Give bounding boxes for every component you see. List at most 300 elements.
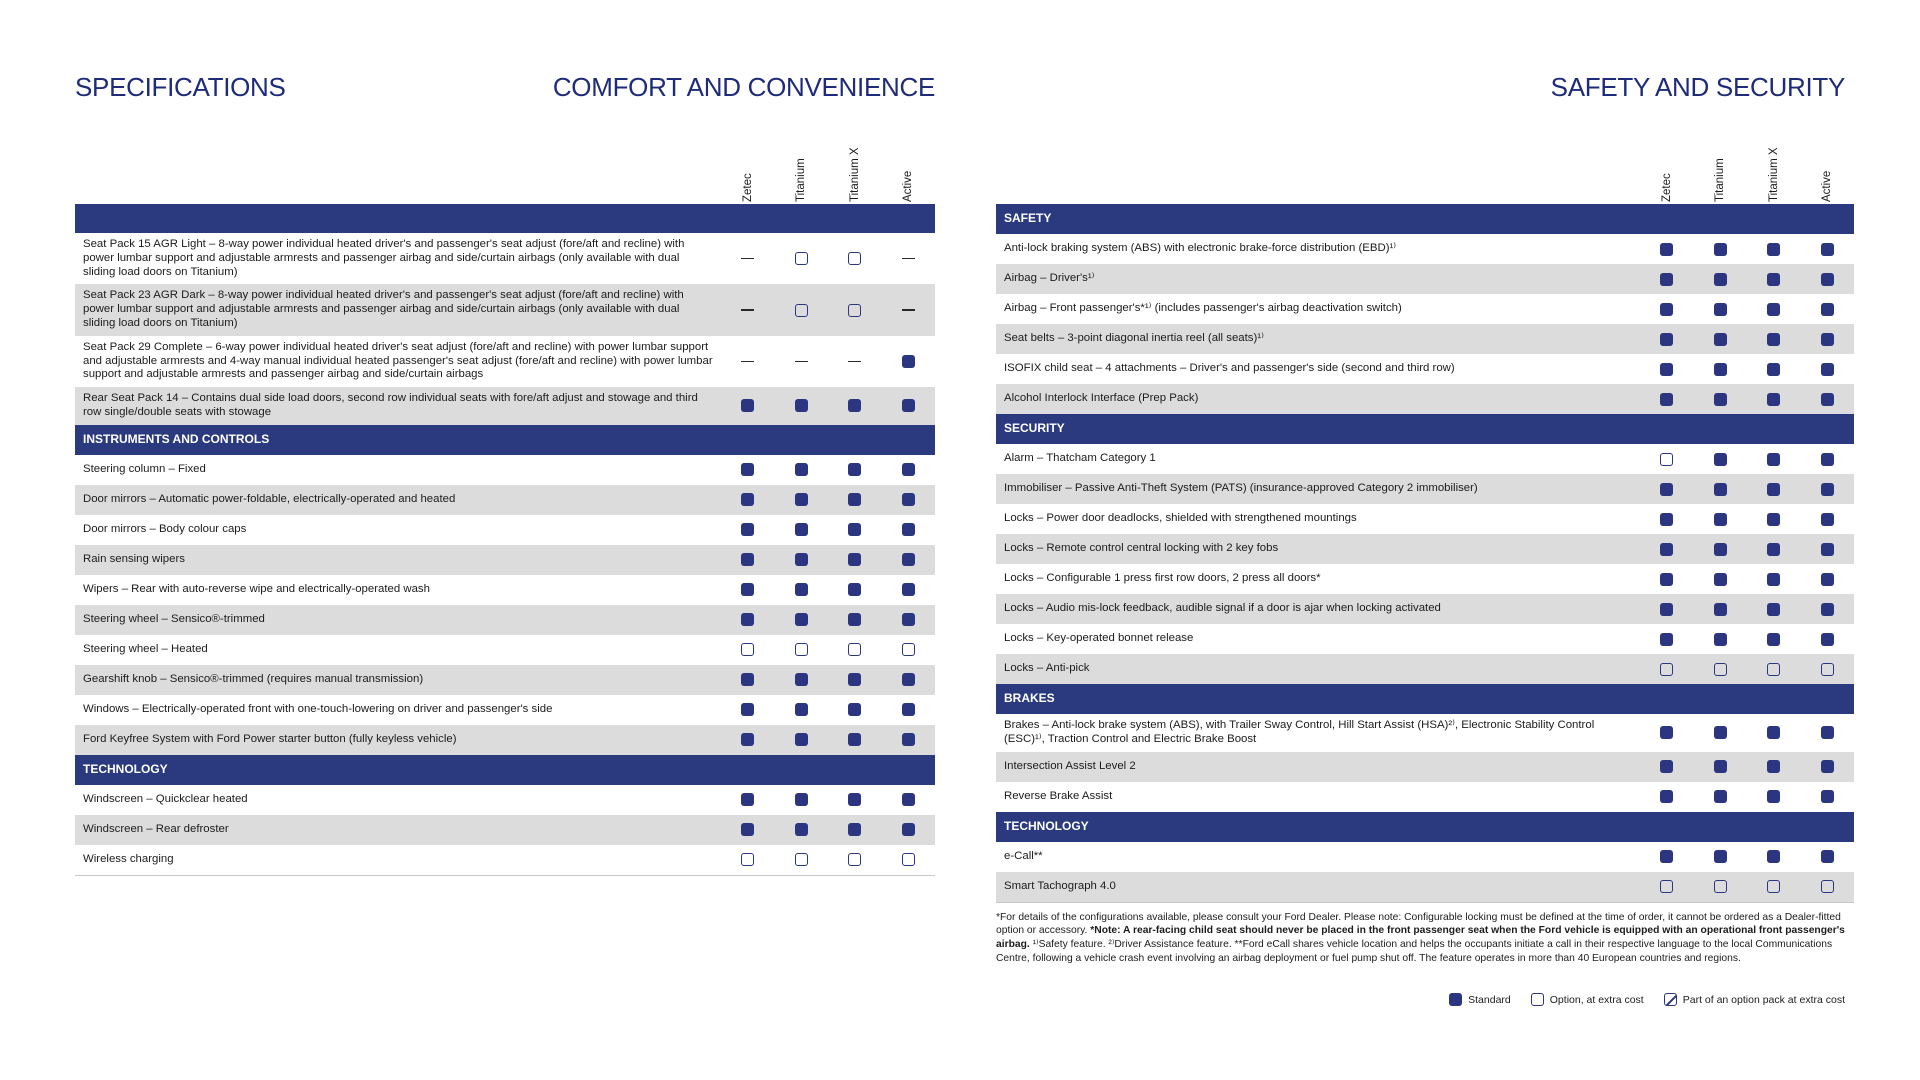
standard-mark-icon	[848, 823, 861, 836]
availability-cell-titanium	[775, 853, 829, 866]
column-header-titanium	[1691, 140, 1749, 202]
section-header	[996, 812, 1854, 842]
option-mark-icon	[795, 853, 808, 866]
availability-cell-active	[882, 643, 936, 656]
safety-security-heading: SAFETY AND SECURITY	[1550, 72, 1845, 102]
availability-cell-titanium-x	[828, 823, 882, 836]
availability-cell-titanium	[1694, 303, 1748, 316]
availability-cell-titanium-x	[1747, 513, 1801, 526]
standard-mark-icon	[741, 399, 754, 412]
availability-cell-active	[1801, 573, 1855, 586]
availability-cell-zetec	[1640, 726, 1694, 739]
availability-cell-titanium	[1694, 850, 1748, 863]
legend-option	[1531, 993, 1644, 1006]
feature-row	[996, 354, 1854, 384]
feature-label: Wireless charging	[83, 852, 174, 865]
availability-cell-titanium-x	[828, 673, 882, 686]
feature-row	[75, 785, 935, 815]
legend	[1435, 993, 1845, 1006]
standard-mark-icon	[795, 583, 808, 596]
availability-cell-active	[882, 309, 936, 311]
availability-cell-active	[1801, 453, 1855, 466]
availability-cell-titanium-x	[1747, 633, 1801, 646]
availability-cell-active	[882, 553, 936, 566]
standard-mark-icon	[1821, 483, 1834, 496]
standard-mark-icon	[1714, 513, 1727, 526]
column-header-label: Titanium	[795, 158, 808, 202]
availability-cell-active	[882, 733, 936, 746]
feature-row	[996, 624, 1854, 654]
availability-cell-titanium	[1694, 513, 1748, 526]
availability-cell-active	[1801, 633, 1855, 646]
standard-mark-icon	[1714, 573, 1727, 586]
availability-cell-titanium-x	[1747, 603, 1801, 616]
availability-cell-titanium	[775, 252, 829, 265]
availability-cell-titanium-x	[1747, 663, 1801, 676]
availability-cell-titanium	[1694, 453, 1748, 466]
feature-label: Wipers – Rear with auto-reverse wipe and electrically-operated wash	[83, 582, 430, 595]
standard-mark-icon	[1714, 453, 1727, 466]
feature-label: Airbag – Front passenger's*¹⁾ (includes passenger's airbag deactivation switch)	[1004, 302, 1402, 315]
availability-cell-titanium-x	[1747, 393, 1801, 406]
standard-mark-icon	[848, 463, 861, 476]
availability-cell-zetec	[721, 523, 775, 536]
option-mark-icon	[902, 643, 915, 656]
standard-mark-icon	[902, 703, 915, 716]
standard-mark-icon	[795, 793, 808, 806]
availability-cell-titanium-x	[1747, 303, 1801, 316]
availability-cell-titanium-x	[1747, 543, 1801, 556]
column-header-label: Titanium X	[1767, 147, 1780, 202]
column-header-label: Zetec	[1660, 173, 1673, 202]
feature-label: Immobiliser – Passive Anti-Theft System (PATS) (insurance-approved Category 2 immobiliser)	[1004, 482, 1478, 495]
availability-cell-titanium	[775, 361, 829, 363]
option-mark-icon	[1714, 880, 1727, 893]
availability-cell-active	[1801, 760, 1855, 773]
availability-cell-titanium-x	[828, 703, 882, 716]
availability-cell-titanium	[1694, 603, 1748, 616]
availability-cell-titanium-x	[1747, 243, 1801, 256]
standard-mark-icon	[1660, 393, 1673, 406]
standard-mark-icon	[1714, 633, 1727, 646]
feature-label: Steering wheel – Heated	[83, 642, 208, 655]
availability-cell-zetec	[1640, 760, 1694, 773]
standard-mark-icon	[902, 493, 915, 506]
availability-cell-zetec	[721, 361, 775, 363]
feature-row	[75, 725, 935, 755]
column-header-label: Active	[902, 170, 915, 202]
standard-mark-icon	[902, 463, 915, 476]
availability-cell-active	[1801, 333, 1855, 346]
standard-mark-icon	[1449, 993, 1462, 1006]
feature-row	[996, 264, 1854, 294]
availability-cell-titanium-x	[828, 523, 882, 536]
feature-label: Alarm – Thatcham Category 1	[1004, 452, 1156, 465]
standard-mark-icon	[1660, 483, 1673, 496]
feature-row	[75, 485, 935, 515]
section-header	[996, 414, 1854, 444]
availability-cell-active	[1801, 243, 1855, 256]
option-mark-icon	[795, 643, 808, 656]
safety-security-table	[996, 204, 1854, 903]
feature-row	[996, 444, 1854, 474]
availability-cell-titanium-x	[828, 553, 882, 566]
availability-cell-titanium-x	[828, 304, 882, 317]
availability-cell-titanium-x	[828, 793, 882, 806]
standard-mark-icon	[848, 523, 861, 536]
standard-mark-icon	[1660, 273, 1673, 286]
standard-mark-icon	[1714, 393, 1727, 406]
availability-cell-titanium-x	[828, 399, 882, 412]
standard-mark-icon	[1767, 333, 1780, 346]
option-mark-icon	[741, 643, 754, 656]
availability-cell-titanium	[775, 823, 829, 836]
standard-mark-icon	[741, 523, 754, 536]
feature-row	[75, 695, 935, 725]
standard-mark-icon	[1821, 513, 1834, 526]
availability-cell-active	[1801, 273, 1855, 286]
column-header-label: Zetec	[741, 173, 754, 202]
availability-cell-zetec	[1640, 483, 1694, 496]
standard-mark-icon	[848, 733, 861, 746]
availability-cell-titanium	[1694, 663, 1748, 676]
feature-row	[996, 654, 1854, 684]
availability-cell-titanium-x	[828, 733, 882, 746]
availability-cell-zetec	[1640, 603, 1694, 616]
feature-row	[996, 842, 1854, 872]
trim-column-headers	[996, 140, 1854, 204]
feature-label: Locks – Remote control central locking with 2 key fobs	[1004, 542, 1279, 555]
standard-mark-icon	[1714, 790, 1727, 803]
feature-label: Brakes – Anti-lock brake system (ABS), with Trailer Sway Control, Hill Start Assist (HSA)²⁾, Electronic Stability Control (ESC)¹⁾, Traction Control and Electric Brake Boost	[1004, 719, 1595, 745]
trim-column-headers	[75, 140, 935, 204]
standard-mark-icon	[848, 793, 861, 806]
feature-row	[996, 564, 1854, 594]
standard-mark-icon	[848, 399, 861, 412]
feature-label: Windscreen – Rear defroster	[83, 822, 229, 835]
standard-mark-icon	[1821, 850, 1834, 863]
standard-mark-icon	[1821, 726, 1834, 739]
feature-label: Locks – Key-operated bonnet release	[1004, 632, 1194, 645]
availability-cell-zetec	[1640, 573, 1694, 586]
standard-mark-icon	[741, 703, 754, 716]
section-header	[996, 204, 1854, 234]
feature-row	[996, 294, 1854, 324]
section-title: BRAKES	[1004, 691, 1055, 706]
availability-cell-titanium	[775, 304, 829, 317]
availability-cell-titanium-x	[1747, 363, 1801, 376]
standard-mark-icon	[1821, 393, 1834, 406]
availability-cell-titanium	[775, 703, 829, 716]
availability-cell-active	[1801, 790, 1855, 803]
comfort-convenience-panel	[75, 140, 935, 876]
availability-cell-zetec	[721, 309, 775, 311]
feature-row	[996, 324, 1854, 354]
standard-mark-icon	[795, 493, 808, 506]
column-header-zetec	[1638, 140, 1696, 202]
feature-row	[75, 635, 935, 665]
standard-mark-icon	[848, 553, 861, 566]
feature-row	[996, 872, 1854, 902]
standard-mark-icon	[1767, 573, 1780, 586]
not-available-dash-icon	[741, 361, 754, 363]
standard-mark-icon	[1660, 633, 1673, 646]
availability-cell-active	[882, 853, 936, 866]
availability-cell-titanium	[775, 493, 829, 506]
standard-mark-icon	[1767, 243, 1780, 256]
footnote-part1: *For details of the configurations available, please consult your Ford Dealer. Please note: Configurable locking must be defined at the time of order, it cannot be ordered as a Dealer-fitted option or accessory.	[996, 911, 1841, 937]
comfort-convenience-table	[75, 204, 935, 876]
option-mark-icon	[902, 853, 915, 866]
standard-mark-icon	[741, 553, 754, 566]
availability-cell-zetec	[721, 673, 775, 686]
column-header-titanium-x	[826, 140, 884, 202]
feature-label: Windscreen – Quickclear heated	[83, 792, 248, 805]
standard-mark-icon	[795, 553, 808, 566]
availability-cell-active	[882, 463, 936, 476]
option-mark-icon	[1531, 993, 1544, 1006]
standard-mark-icon	[1767, 790, 1780, 803]
availability-cell-zetec	[721, 703, 775, 716]
availability-cell-active	[1801, 543, 1855, 556]
availability-cell-zetec	[1640, 363, 1694, 376]
availability-cell-titanium	[1694, 393, 1748, 406]
feature-label: Anti-lock braking system (ABS) with electronic brake-force distribution (EBD)¹⁾	[1004, 242, 1397, 255]
feature-label: Steering wheel – Sensico®-trimmed	[83, 612, 265, 625]
feature-row	[75, 515, 935, 545]
availability-cell-zetec	[721, 399, 775, 412]
feature-label: Steering column – Fixed	[83, 462, 206, 475]
standard-mark-icon	[1767, 303, 1780, 316]
feature-label: Rain sensing wipers	[83, 552, 185, 565]
availability-cell-zetec	[721, 493, 775, 506]
availability-cell-zetec	[721, 853, 775, 866]
standard-mark-icon	[795, 823, 808, 836]
availability-cell-zetec	[721, 823, 775, 836]
standard-mark-icon	[1714, 483, 1727, 496]
standard-mark-icon	[1821, 603, 1834, 616]
availability-cell-titanium-x	[828, 583, 882, 596]
availability-cell-zetec	[721, 793, 775, 806]
availability-cell-active	[1801, 513, 1855, 526]
availability-cell-active	[882, 583, 936, 596]
availability-cell-titanium	[775, 613, 829, 626]
availability-cell-active	[1801, 850, 1855, 863]
not-available-dash-icon	[741, 309, 754, 311]
availability-cell-zetec	[1640, 663, 1694, 676]
feature-label: Locks – Power door deadlocks, shielded with strengthened mountings	[1004, 512, 1357, 525]
standard-mark-icon	[1821, 333, 1834, 346]
availability-cell-titanium	[1694, 243, 1748, 256]
standard-mark-icon	[1821, 273, 1834, 286]
standard-mark-icon	[1660, 513, 1673, 526]
feature-row	[996, 594, 1854, 624]
option-mark-icon	[1821, 880, 1834, 893]
availability-cell-active	[882, 355, 936, 368]
feature-label: Door mirrors – Automatic power-foldable, electrically-operated and heated	[83, 492, 456, 505]
section-title: SAFETY	[1004, 211, 1052, 226]
legend-pack	[1664, 993, 1845, 1006]
feature-label: Ford Keyfree System with Ford Power starter button (fully keyless vehicle)	[83, 732, 457, 745]
availability-cell-titanium-x	[1747, 483, 1801, 496]
availability-cell-active	[882, 673, 936, 686]
legend-pack-label: Part of an option pack at extra cost	[1682, 993, 1845, 1006]
standard-mark-icon	[741, 793, 754, 806]
feature-row	[75, 336, 935, 387]
availability-cell-titanium-x	[828, 493, 882, 506]
availability-cell-zetec	[1640, 850, 1694, 863]
feature-label: Alcohol Interlock Interface (Prep Pack)	[1004, 392, 1199, 405]
standard-mark-icon	[795, 733, 808, 746]
availability-cell-active	[1801, 483, 1855, 496]
standard-mark-icon	[1821, 633, 1834, 646]
option-mark-icon	[848, 304, 861, 317]
section-header	[75, 755, 935, 785]
standard-mark-icon	[1714, 543, 1727, 556]
availability-cell-titanium-x	[1747, 880, 1801, 893]
feature-row	[996, 782, 1854, 812]
option-mark-icon	[848, 252, 861, 265]
availability-cell-titanium	[1694, 633, 1748, 646]
standard-mark-icon	[741, 583, 754, 596]
column-header-label: Titanium	[1714, 158, 1727, 202]
standard-mark-icon	[1714, 303, 1727, 316]
standard-mark-icon	[1767, 453, 1780, 466]
availability-cell-active	[882, 523, 936, 536]
availability-cell-titanium	[775, 583, 829, 596]
not-available-dash-icon	[902, 309, 915, 311]
standard-mark-icon	[795, 673, 808, 686]
availability-cell-titanium	[1694, 573, 1748, 586]
column-header-active	[879, 140, 937, 202]
feature-row	[996, 384, 1854, 414]
standard-mark-icon	[1714, 603, 1727, 616]
specifications-heading: SPECIFICATIONS	[75, 72, 286, 102]
standard-mark-icon	[1821, 543, 1834, 556]
standard-mark-icon	[848, 673, 861, 686]
feature-row	[996, 534, 1854, 564]
standard-mark-icon	[902, 613, 915, 626]
standard-mark-icon	[1821, 573, 1834, 586]
feature-label: Locks – Configurable 1 press first row doors, 2 press all doors*	[1004, 572, 1321, 585]
availability-cell-zetec	[721, 258, 775, 260]
availability-cell-zetec	[721, 553, 775, 566]
column-header-label: Titanium X	[848, 147, 861, 202]
standard-mark-icon	[1821, 363, 1834, 376]
availability-cell-titanium	[775, 523, 829, 536]
availability-cell-titanium-x	[1747, 273, 1801, 286]
availability-cell-titanium	[775, 733, 829, 746]
feature-label: Intersection Assist Level 2	[1004, 759, 1136, 772]
feature-label: Airbag – Driver's¹⁾	[1004, 272, 1095, 285]
standard-mark-icon	[848, 583, 861, 596]
availability-cell-zetec	[1640, 243, 1694, 256]
availability-cell-titanium	[775, 463, 829, 476]
standard-mark-icon	[1714, 850, 1727, 863]
availability-cell-zetec	[1640, 453, 1694, 466]
availability-cell-titanium-x	[1747, 760, 1801, 773]
standard-mark-icon	[1660, 243, 1673, 256]
option-pack-mark-icon	[1664, 993, 1677, 1006]
legend-option-label: Option, at extra cost	[1549, 993, 1644, 1006]
availability-cell-active	[1801, 393, 1855, 406]
column-header-active	[1798, 140, 1856, 202]
availability-cell-zetec	[721, 583, 775, 596]
availability-cell-active	[1801, 880, 1855, 893]
option-mark-icon	[795, 304, 808, 317]
safety-security-panel	[996, 140, 1854, 966]
feature-label: Seat Pack 23 AGR Dark – 8-way power individual heated driver's and passenger's seat adjust (fore/aft and recline) with power lumbar support and adjustable armrests and passenger airbag and side/curtain airbags (only available with dual sliding load doors on Titanium)	[83, 289, 684, 329]
standard-mark-icon	[1714, 726, 1727, 739]
standard-mark-icon	[902, 733, 915, 746]
availability-cell-zetec	[1640, 273, 1694, 286]
legend-standard-label: Standard	[1468, 993, 1511, 1006]
feature-label: Locks – Anti-pick	[1004, 662, 1090, 675]
footnote-part3: ¹⁾Safety feature. ²⁾Driver Assistance feature. **Ford eCall shares vehicle location and helps the occupants initiate a call in their respective language to the local Communications Centre, following a vehicle crash event involving an airbag deployment or fuel pump shut off. The feature operates in more than 40 European countries and regions.	[996, 939, 1833, 964]
standard-mark-icon	[1660, 543, 1673, 556]
availability-cell-zetec	[721, 733, 775, 746]
section-title: TECHNOLOGY	[1004, 818, 1089, 833]
standard-mark-icon	[1767, 760, 1780, 773]
standard-mark-icon	[1767, 483, 1780, 496]
column-header-label: Active	[1821, 170, 1834, 202]
standard-mark-icon	[902, 399, 915, 412]
standard-mark-icon	[1767, 726, 1780, 739]
feature-row	[75, 665, 935, 695]
standard-mark-icon	[848, 493, 861, 506]
availability-cell-titanium-x	[1747, 333, 1801, 346]
standard-mark-icon	[1714, 363, 1727, 376]
option-mark-icon	[848, 643, 861, 656]
availability-cell-active	[882, 793, 936, 806]
option-mark-icon	[1767, 880, 1780, 893]
availability-cell-active	[882, 613, 936, 626]
section-title: SECURITY	[1004, 421, 1065, 436]
standard-mark-icon	[1660, 363, 1673, 376]
feature-label: Rear Seat Pack 14 – Contains dual side load doors, second row individual seats with fore/aft adjust and stowage and third row single/double seats with stowage	[83, 392, 698, 418]
feature-row	[996, 474, 1854, 504]
availability-cell-titanium-x	[1747, 790, 1801, 803]
option-mark-icon	[1714, 663, 1727, 676]
feature-row	[75, 545, 935, 575]
standard-mark-icon	[1660, 333, 1673, 346]
availability-cell-titanium	[1694, 363, 1748, 376]
feature-row	[75, 233, 935, 284]
availability-cell-active	[1801, 603, 1855, 616]
standard-mark-icon	[902, 523, 915, 536]
availability-cell-zetec	[721, 463, 775, 476]
section-title: INSTRUMENTS AND CONTROLS	[83, 431, 270, 446]
standard-mark-icon	[848, 613, 861, 626]
availability-cell-titanium-x	[828, 853, 882, 866]
standard-mark-icon	[1660, 726, 1673, 739]
standard-mark-icon	[741, 613, 754, 626]
availability-cell-titanium-x	[828, 643, 882, 656]
availability-cell-titanium	[1694, 790, 1748, 803]
availability-cell-titanium-x	[828, 613, 882, 626]
column-header-zetec	[719, 140, 777, 202]
feature-label: Windows – Electrically-operated front with one-touch-lowering on driver and passenger's side	[83, 702, 553, 715]
availability-cell-zetec	[1640, 633, 1694, 646]
feature-label: Locks – Audio mis-lock feedback, audible signal if a door is ajar when locking activated	[1004, 602, 1441, 615]
availability-cell-zetec	[721, 613, 775, 626]
availability-cell-titanium-x	[1747, 726, 1801, 739]
option-mark-icon	[1821, 663, 1834, 676]
section-title: TECHNOLOGY	[83, 761, 168, 776]
availability-cell-titanium	[1694, 543, 1748, 556]
availability-cell-titanium	[775, 553, 829, 566]
option-mark-icon	[1660, 663, 1673, 676]
